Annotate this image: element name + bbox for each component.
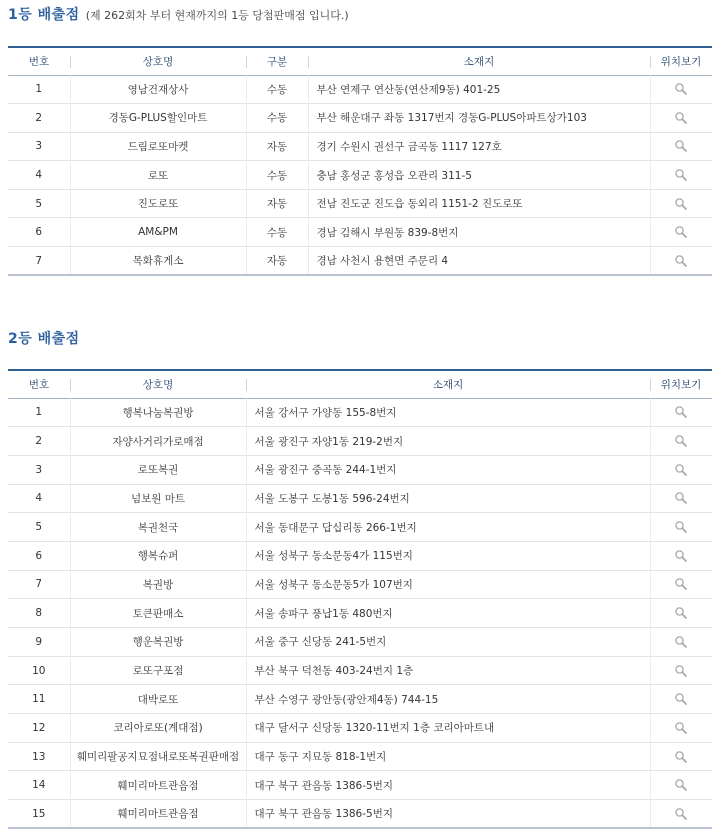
cell-address: 충남 홍성군 홍성읍 오관리 311-5 <box>308 161 650 190</box>
table-row <box>8 541 712 570</box>
magnifier-icon[interactable] <box>674 225 688 239</box>
map-cell <box>650 455 712 484</box>
cell-name: AM&PM <box>70 218 246 247</box>
map-cell <box>650 484 712 513</box>
cell-no: 12 <box>32 721 46 734</box>
cell-name: 자양사거리가로매점 <box>70 427 246 456</box>
map-cell <box>650 570 712 599</box>
table-row <box>8 685 712 714</box>
magnifier-icon[interactable] <box>674 111 688 125</box>
map-cell <box>650 218 712 247</box>
table-row <box>8 628 712 657</box>
table-header-row <box>8 370 712 398</box>
cell-address: 서울 광진구 중곡동 244-1번지 <box>246 455 650 484</box>
cell-address: 경남 사천시 용현면 주문리 4 <box>308 247 650 276</box>
cell-no: 1 <box>35 406 43 419</box>
header-no: 번호 <box>28 378 50 391</box>
magnifier-icon[interactable] <box>674 692 688 706</box>
cell-no: 3 <box>35 463 43 476</box>
cell-address: 부산 해운대구 좌동 1317번지 경동G-PLUS아파트상가103 <box>308 104 650 133</box>
cell-address: 서울 광진구 자양1동 219-2번지 <box>246 427 650 456</box>
cell-type: 수동 <box>246 75 308 104</box>
header-name: 상호명 <box>70 47 246 75</box>
cell-name: 대박로또 <box>70 685 246 714</box>
cell-name: 토큰판매소 <box>70 599 246 628</box>
cell-name: 드림로또마켓 <box>70 132 246 161</box>
first-prize-title: 1등 배출점 <box>8 7 80 23</box>
header-address: 소재지 <box>246 370 650 398</box>
cell-address: 서울 중구 신당동 241-5번지 <box>246 628 650 657</box>
cell-name: 진도로또 <box>70 189 246 218</box>
cell-name: 행복슈퍼 <box>70 541 246 570</box>
first-prize-rows <box>8 75 712 275</box>
header-name: 상호명 <box>70 370 246 398</box>
cell-address: 대구 달서구 신당동 1320-11번지 1층 코리아마트내 <box>246 714 650 743</box>
header-type: 구분 <box>246 47 308 75</box>
map-cell <box>650 599 712 628</box>
magnifier-icon[interactable] <box>674 778 688 792</box>
cell-address: 서울 성북구 동소문동4가 115번지 <box>246 541 650 570</box>
cell-address: 서울 성북구 동소문동5가 107번지 <box>246 570 650 599</box>
table-row <box>8 484 712 513</box>
table-header-row <box>8 47 712 75</box>
cell-no: 2 <box>35 111 43 124</box>
second-prize-table <box>8 369 712 829</box>
cell-no: 8 <box>35 607 43 620</box>
cell-no: 10 <box>32 664 46 677</box>
map-cell <box>650 427 712 456</box>
header-map: 위치보기 <box>650 370 712 398</box>
map-cell <box>650 656 712 685</box>
cell-type: 수동 <box>246 218 308 247</box>
cell-name: 행복나눔복권방 <box>70 398 246 427</box>
cell-no: 5 <box>35 197 43 210</box>
cell-type: 자동 <box>246 132 308 161</box>
cell-type: 자동 <box>246 189 308 218</box>
cell-name: 경동G-PLUS할인마트 <box>70 104 246 133</box>
magnifier-icon[interactable] <box>674 664 688 678</box>
cell-address: 부산 수영구 광안동(광안제4동) 744-15 <box>246 685 650 714</box>
cell-no: 14 <box>32 779 46 792</box>
magnifier-icon[interactable] <box>674 168 688 182</box>
magnifier-icon[interactable] <box>674 405 688 419</box>
map-cell <box>650 132 712 161</box>
magnifier-icon[interactable] <box>674 721 688 735</box>
magnifier-icon[interactable] <box>674 520 688 534</box>
first-prize-note: (제 262회차 부터 현재까지의 1등 당첨판매점 입니다.) <box>85 9 349 22</box>
cell-address: 서울 동대문구 답십리동 266-1번지 <box>246 513 650 542</box>
cell-no: 13 <box>32 750 46 763</box>
magnifier-icon[interactable] <box>674 750 688 764</box>
second-prize-title: 2등 배출점 <box>8 331 80 347</box>
table-row <box>8 427 712 456</box>
magnifier-icon[interactable] <box>674 549 688 563</box>
cell-name: 로또복권 <box>70 455 246 484</box>
table-row <box>8 189 712 218</box>
magnifier-icon[interactable] <box>674 577 688 591</box>
cell-address: 경남 김해시 부원동 839-8번지 <box>308 218 650 247</box>
table-row <box>8 599 712 628</box>
map-cell <box>650 541 712 570</box>
magnifier-icon[interactable] <box>674 463 688 477</box>
table-row <box>8 742 712 771</box>
magnifier-icon[interactable] <box>674 139 688 153</box>
cell-no: 9 <box>35 635 43 648</box>
cell-address: 서울 송파구 풍납1동 480번지 <box>246 599 650 628</box>
cell-name: 영남건재상사 <box>70 75 246 104</box>
map-cell <box>650 685 712 714</box>
table-row <box>8 800 712 829</box>
magnifier-icon[interactable] <box>674 434 688 448</box>
map-cell <box>650 247 712 276</box>
cell-name: 복권방 <box>70 570 246 599</box>
cell-type: 수동 <box>246 104 308 133</box>
cell-name: 행운복권방 <box>70 628 246 657</box>
table-row <box>8 247 712 276</box>
cell-name: 로또 <box>70 161 246 190</box>
table-row <box>8 513 712 542</box>
map-cell <box>650 714 712 743</box>
table-row <box>8 75 712 104</box>
magnifier-icon[interactable] <box>674 254 688 268</box>
cell-name: 목화휴게소 <box>70 247 246 276</box>
second-prize-heading <box>8 328 80 348</box>
map-cell <box>650 189 712 218</box>
cell-address: 경기 수원시 권선구 금곡동 1117 127호 <box>308 132 650 161</box>
cell-no: 7 <box>35 578 43 591</box>
table-row <box>8 771 712 800</box>
cell-name: 코리아로또(계대점) <box>70 714 246 743</box>
table-row <box>8 714 712 743</box>
map-cell <box>650 628 712 657</box>
cell-address: 서울 도봉구 도봉1동 596-24번지 <box>246 484 650 513</box>
magnifier-icon[interactable] <box>674 606 688 620</box>
cell-no: 4 <box>35 169 43 182</box>
cell-type: 수동 <box>246 161 308 190</box>
header-address: 소재지 <box>308 47 650 75</box>
map-cell <box>650 800 712 829</box>
cell-no: 2 <box>35 435 43 448</box>
magnifier-icon[interactable] <box>674 491 688 505</box>
map-cell <box>650 771 712 800</box>
map-cell <box>650 161 712 190</box>
table-row <box>8 656 712 685</box>
magnifier-icon[interactable] <box>674 807 688 821</box>
cell-no: 1 <box>35 83 43 96</box>
cell-name: 로또구포점 <box>70 656 246 685</box>
cell-no: 5 <box>35 521 43 534</box>
second-prize-rows <box>8 398 712 828</box>
cell-no: 6 <box>35 549 43 562</box>
map-cell <box>650 742 712 771</box>
first-prize-heading <box>8 4 349 24</box>
table-row <box>8 161 712 190</box>
map-cell <box>650 513 712 542</box>
cell-no: 7 <box>35 254 43 267</box>
cell-name: 훼미리마트관음점 <box>70 800 246 829</box>
magnifier-icon[interactable] <box>674 635 688 649</box>
cell-name: 넘보원 마트 <box>70 484 246 513</box>
cell-name: 훼미리팔공지묘점내로또복권판매점 <box>70 742 246 771</box>
cell-name: 복권천국 <box>70 513 246 542</box>
cell-address: 대구 북구 관음동 1386-5번지 <box>246 771 650 800</box>
cell-no: 3 <box>35 140 43 153</box>
cell-no: 4 <box>35 492 43 505</box>
cell-name: 훼미리마트관음점 <box>70 771 246 800</box>
cell-address: 부산 북구 덕천동 403-24번지 1층 <box>246 656 650 685</box>
cell-no: 6 <box>35 226 43 239</box>
table-row <box>8 570 712 599</box>
cell-type: 자동 <box>246 247 308 276</box>
cell-address: 대구 동구 지묘동 818-1번지 <box>246 742 650 771</box>
cell-address: 서울 강서구 가양동 155-8번지 <box>246 398 650 427</box>
header-map: 위치보기 <box>650 47 712 75</box>
cell-no: 11 <box>32 693 46 706</box>
header-no: 번호 <box>28 55 50 68</box>
map-cell <box>650 104 712 133</box>
cell-address: 전남 진도군 진도읍 동외리 1151-2 진도로또 <box>308 189 650 218</box>
cell-address: 부산 연제구 연산동(연산제9동) 401-25 <box>308 75 650 104</box>
first-prize-table <box>8 46 712 276</box>
magnifier-icon[interactable] <box>674 197 688 211</box>
cell-no: 15 <box>32 807 46 820</box>
table-row <box>8 132 712 161</box>
map-cell <box>650 75 712 104</box>
table-row <box>8 398 712 427</box>
map-cell <box>650 398 712 427</box>
magnifier-icon[interactable] <box>674 82 688 96</box>
table-row <box>8 104 712 133</box>
table-row <box>8 455 712 484</box>
cell-address: 대구 북구 관음동 1386-5번지 <box>246 800 650 829</box>
table-row <box>8 218 712 247</box>
